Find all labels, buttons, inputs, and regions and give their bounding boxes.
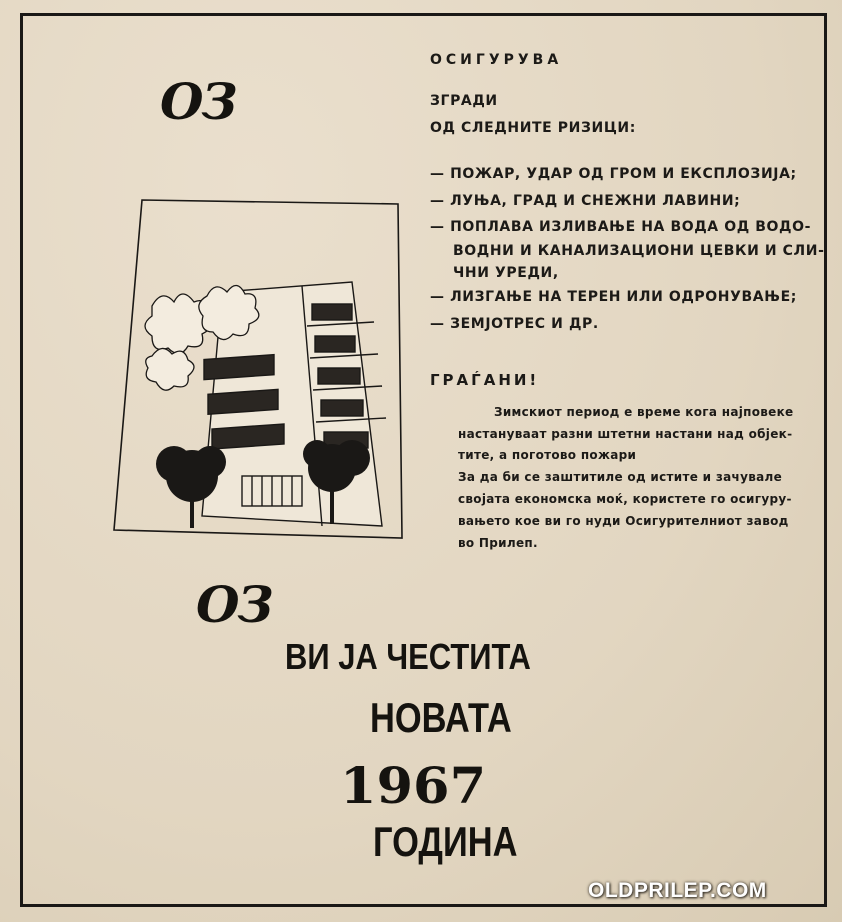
citizens-heading: ГРАЃАНИ!	[430, 371, 540, 389]
site-watermark: OLDPRILEP.COM	[588, 879, 767, 902]
body-text-line: настануваат разни штетни настани над објек-	[458, 427, 793, 441]
intro-line: ЗГРАДИ	[430, 93, 498, 109]
body-text-line: За да би се заштитиле од истите и зачувале	[458, 470, 783, 484]
risk-item: — ПОПЛАВА ИЗЛИВАЊЕ НА ВОДА ОД ВОДО-	[430, 219, 811, 235]
body-text-line: во Прилеп.	[458, 536, 538, 550]
body-text-line: тите, а поготово пожари	[458, 448, 637, 462]
risk-item: — ЛУЊА, ГРАД И СНЕЖНИ ЛАВИНИ;	[430, 193, 741, 209]
intro-line: ОД СЛЕДНИТЕ РИЗИЦИ:	[430, 120, 636, 136]
risk-item: — ЛИЗГАЊЕ НА ТЕРЕН ИЛИ ОДРОНУВАЊЕ;	[430, 289, 797, 305]
ad-headline: ОСИГУРУВА	[430, 52, 563, 68]
body-text-line: вањето кое ви го нуди Осигурителниот завод	[458, 514, 789, 528]
body-text-line: својата економска моќ, користете го осигуру-	[458, 492, 792, 506]
greeting-year: 1967	[340, 756, 487, 815]
risk-item: ЧНИ УРЕДИ,	[453, 265, 559, 281]
building-illustration	[112, 196, 404, 542]
insurance-logo-top: ОЗ	[160, 72, 236, 131]
insurance-logo-bottom: ОЗ	[196, 575, 272, 634]
greeting-line: НОВАТА	[370, 694, 512, 741]
risk-item: — ПОЖАР, УДАР ОД ГРОМ И ЕКСПЛОЗИЈА;	[430, 166, 797, 182]
body-text-line: Зимскиот период е време кога најповеке	[494, 405, 794, 419]
greeting-line: ГОДИНА	[373, 818, 518, 865]
greeting-line: ВИ ЈА ЧЕСТИТА	[285, 636, 531, 677]
risk-item: ВОДНИ И КАНАЛИЗАЦИОНИ ЦЕВКИ И СЛИ-	[453, 243, 825, 259]
risk-item: — ЗЕМЈОТРЕС И ДР.	[430, 316, 599, 332]
